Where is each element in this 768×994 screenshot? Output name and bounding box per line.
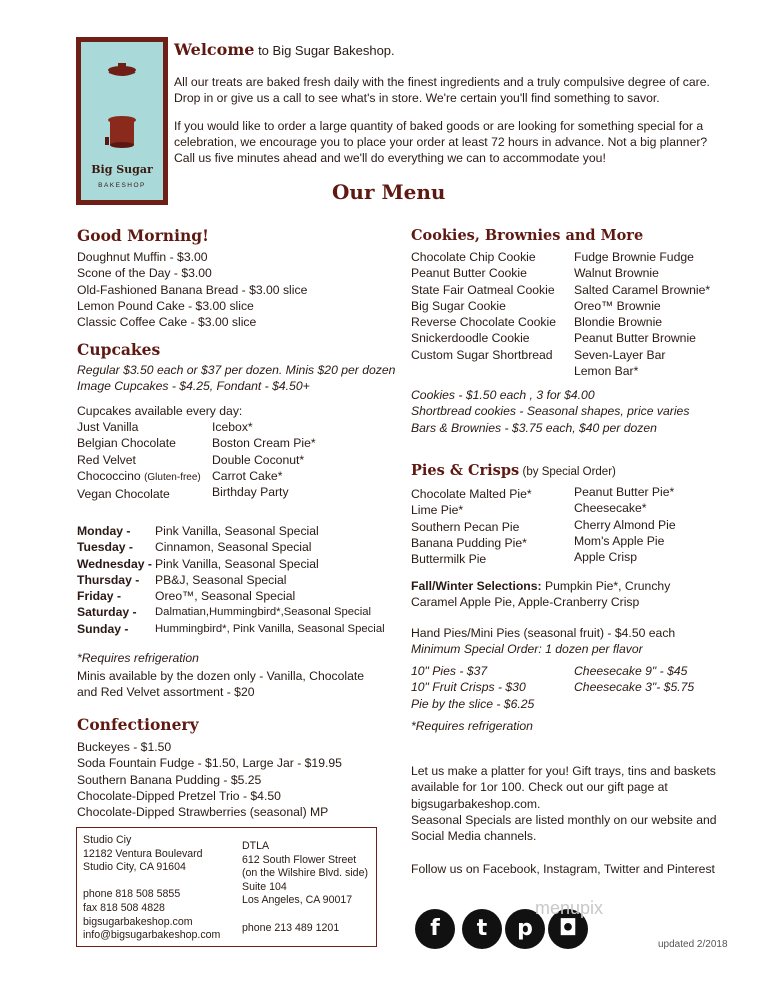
address-line xyxy=(242,908,368,922)
price-line: Cookies - $1.50 each , 3 for $4.00 xyxy=(411,388,595,402)
facebook-icon[interactable]: f xyxy=(415,909,455,949)
list-item: Soda Fountain Fudge - $1.50, Large Jar - $19.95 xyxy=(77,756,342,771)
fall-rest: Pumpkin Pie*, Crunchy xyxy=(541,579,671,593)
list-item: Southern Banana Pudding - $5.25 xyxy=(77,772,262,787)
list-item: Just Vanilla xyxy=(77,420,139,434)
list-item: Doughnut Muffin - $3.00 xyxy=(77,250,208,264)
day-flavor: Hummingbird*, Pink Vanilla, Seasonal Special xyxy=(155,622,385,635)
day-label: Saturday - xyxy=(77,605,137,620)
fax: fax 818 508 4828 xyxy=(83,901,165,914)
day-label: Thursday - xyxy=(77,572,140,587)
list-item-text: Chococcino xyxy=(77,468,141,483)
fall-label: Fall/Winter Selections: xyxy=(411,579,542,593)
instagram-icon[interactable]: ◘ xyxy=(548,909,588,949)
cookies-col-1 xyxy=(411,249,556,363)
pies-refrigeration-note: *Requires refrigeration xyxy=(411,719,533,733)
address-line: Los Angeles, CA 90017 xyxy=(242,894,353,907)
text-line: Let us make a platter for you! Gift trays, tins and baskets xyxy=(411,764,716,778)
list-item: Double Coconut* xyxy=(212,452,305,467)
list-item: Cheesecake 3"- $5.75 xyxy=(574,680,695,695)
day-flavor: PB&J, Seasonal Special xyxy=(155,572,287,587)
text-line: Seasonal Specials are listed monthly on our website and xyxy=(411,812,717,827)
list-item: Birthday Party xyxy=(212,485,289,500)
text-line: All our treats are baked fresh daily with the finest ingredients and a truly compulsive degree of care. xyxy=(174,75,710,89)
pie-sizes-col-2 xyxy=(574,663,694,696)
minis-note xyxy=(77,668,364,701)
day-label: Friday - xyxy=(77,589,122,604)
list-item: Walnut Brownie xyxy=(574,266,659,281)
good-morning-title: Good Morning! xyxy=(77,226,209,245)
day-flavors xyxy=(155,523,385,637)
list-item: Chocolate Malted Pie* xyxy=(411,487,532,501)
day-flavor: Oreo™, Seasonal Special xyxy=(155,589,296,604)
good-morning-list xyxy=(77,249,307,330)
address-line xyxy=(83,875,220,889)
list-item: Cherry Almond Pie xyxy=(574,517,676,532)
list-item: Banana Pudding Pie* xyxy=(411,535,527,550)
email-link[interactable]: info@bigsugarbakeshop.com xyxy=(83,929,221,942)
address-line: Studio City, CA 91604 xyxy=(83,861,186,874)
list-item: Lemon Pound Cake - $3.00 slice xyxy=(77,298,254,313)
text-line: Minis available by the dozen only - Vanilla, Chocolate xyxy=(77,669,365,683)
list-item: Red Velvet xyxy=(77,452,136,467)
list-item: Vegan Chocolate xyxy=(77,487,170,502)
studio-city-address xyxy=(83,834,220,943)
confectionery-title: Confectionery xyxy=(77,715,199,734)
text-line xyxy=(411,578,670,594)
text-line: If you would like to order a large quantity of baked goods or are looking for something special for a xyxy=(174,119,704,133)
cupcakes-refrigeration-note: *Requires refrigeration xyxy=(77,651,199,665)
confectionery-list xyxy=(77,739,342,820)
day-label: Monday - xyxy=(77,524,131,538)
welcome-paragraph-2 xyxy=(174,118,707,167)
cupcakes-col-2 xyxy=(212,419,316,500)
list-item: Peanut Butter Brownie xyxy=(574,331,696,346)
list-item: Chocolate-Dipped Strawberries (seasonal) MP xyxy=(77,805,329,820)
list-item: Old-Fashioned Banana Bread - $3.00 slice xyxy=(77,282,308,297)
website-link[interactable]: bigsugarbakeshop.com xyxy=(83,915,193,928)
day-flavor: Cinnamon, Seasonal Special xyxy=(155,540,312,555)
text-line: Drop in or give us a call to see what's in store. We're certain you'll find something to savor. xyxy=(174,91,660,106)
list-item: Belgian Chocolate xyxy=(77,436,176,451)
address-line: (on the Wilshire Blvd. side) xyxy=(242,867,368,880)
list-item: Lemon Bar* xyxy=(574,364,639,379)
cake-stand-logo-graphic xyxy=(81,42,163,162)
list-item: Cheesecake 9" - $45 xyxy=(574,664,688,678)
list-item: State Fair Oatmeal Cookie xyxy=(411,282,555,297)
list-item: Scone of the Day - $3.00 xyxy=(77,266,212,281)
pinterest-icon[interactable]: p xyxy=(505,909,545,949)
pies-title: Pies & Crisps xyxy=(411,462,520,479)
menu-title: Our Menu xyxy=(332,180,446,204)
welcome-title: Welcome xyxy=(174,40,255,59)
welcome-title-rest: to Big Sugar Bakeshop. xyxy=(254,43,395,58)
cupcake-price-line: Image Cupcakes - $4.25, Fondant - $4.50+ xyxy=(77,379,310,394)
list-item: Blondie Brownie xyxy=(574,315,663,330)
pies-heading xyxy=(411,463,616,480)
follow-us: Follow us on Facebook, Instagram, Twitter and Pinterest xyxy=(411,862,715,876)
hand-pies-info xyxy=(411,625,675,658)
cookies-prices xyxy=(411,387,689,436)
fall-winter-selections xyxy=(411,578,670,611)
minimum-order: Minimum Special Order: 1 dozen per flavor xyxy=(411,642,643,657)
cupcakes-title: Cupcakes xyxy=(77,340,161,359)
list-item: Fudge Brownie Fudge xyxy=(574,250,694,264)
hand-pies-price: Hand Pies/Mini Pies (seasonal fruit) - $4.50 each xyxy=(411,626,676,640)
cupcakes-prices xyxy=(77,362,395,395)
list-item: Classic Coffee Cake - $3.00 slice xyxy=(77,315,257,330)
list-item: Apple Crisp xyxy=(574,550,637,565)
day-flavor: Pink Vanilla, Seasonal Special xyxy=(155,524,319,538)
list-item: Southern Pecan Pie xyxy=(411,519,520,534)
list-item: Buttermilk Pie xyxy=(411,552,487,567)
list-item: Peanut Butter Pie* xyxy=(574,485,675,499)
cookies-title: Cookies, Brownies and More xyxy=(411,227,644,244)
dtla-address xyxy=(242,840,368,935)
updated-date: updated 2/2018 xyxy=(658,939,728,950)
address-line: 12182 Ventura Boulevard xyxy=(83,847,203,860)
list-item: Lime Pie* xyxy=(411,503,464,518)
list-item: Chocolate Chip Cookie xyxy=(411,250,536,264)
welcome-heading xyxy=(174,42,395,59)
pies-title-note: (by Special Order) xyxy=(522,466,616,478)
list-item: Reverse Chocolate Cookie xyxy=(411,315,556,330)
list-item: Peanut Butter Cookie xyxy=(411,266,527,281)
list-item: Oreo™ Brownie xyxy=(574,298,661,313)
text-line: Social Media channels. xyxy=(411,829,537,844)
address-line: Suite 104 xyxy=(242,880,287,893)
list-item: 10" Fruit Crisps - $30 xyxy=(411,680,526,695)
cupcakes-every-day-label: Cupcakes available every day: xyxy=(77,404,243,418)
text-line: Caramel Apple Pie, Apple-Cranberry Crisp xyxy=(411,595,640,610)
twitter-icon[interactable]: t xyxy=(462,909,502,949)
day-labels xyxy=(77,523,152,637)
logo-brand: Big Sugar xyxy=(91,163,153,176)
list-item: Seven-Layer Bar xyxy=(574,347,666,362)
day-flavor: Dalmatian,Hummingbird*,Seasonal Special xyxy=(155,606,372,619)
address-box xyxy=(76,827,377,947)
address-line: DTLA xyxy=(242,840,270,852)
list-item: Mom's Apple Pie xyxy=(574,533,665,548)
day-flavor: Pink Vanilla, Seasonal Special xyxy=(155,556,319,571)
logo-subtitle: BAKESHOP xyxy=(98,182,146,189)
list-item: Boston Cream Pie* xyxy=(212,436,316,451)
list-item: 10" Pies - $37 xyxy=(411,664,488,678)
text-line: and Red Velvet assortment - $20 xyxy=(77,685,255,700)
price-line: Shortbread cookies - Seasonal shapes, price varies xyxy=(411,404,690,419)
cupcake-price-line: Regular $3.50 each or $37 per dozen. Minis $20 per dozen xyxy=(77,363,396,377)
day-label: Sunday - xyxy=(77,621,129,636)
pie-sizes-col-1 xyxy=(411,663,534,712)
day-label: Wednesday - xyxy=(77,556,152,571)
gluten-free-note: (Gluten-free) xyxy=(144,471,201,483)
list-item: Carrot Cake* xyxy=(212,468,283,483)
pies-col-2 xyxy=(574,484,676,565)
logo xyxy=(76,37,168,205)
list-item xyxy=(77,468,201,486)
list-item: Chocolate-Dipped Pretzel Trio - $4.50 xyxy=(77,788,281,803)
text-line: Call us five minutes ahead and we'll do everything we can to accommodate you! xyxy=(174,151,606,166)
list-item: Cheesecake* xyxy=(574,501,647,516)
price-line: Bars & Brownies - $3.75 each, $40 per dozen xyxy=(411,420,657,435)
list-item: Custom Sugar Shortbread xyxy=(411,347,553,362)
phone[interactable]: phone 213 489 1201 xyxy=(242,921,340,934)
text-line: available for 1or 100. Check out our gift page at xyxy=(411,780,668,795)
watermark: menupix xyxy=(535,898,604,918)
list-item: Icebox* xyxy=(212,420,253,434)
text-line: celebration, we encourage you to place your order at least 72 hours in advance. Not a big planner? xyxy=(174,135,708,150)
welcome-paragraph-1 xyxy=(174,74,710,106)
phone[interactable]: phone 818 508 5855 xyxy=(83,888,181,901)
address-line: Studio Ciy xyxy=(83,834,132,846)
pies-col-1 xyxy=(411,486,532,567)
list-item: Pie by the slice - $6.25 xyxy=(411,696,535,711)
cookies-col-2 xyxy=(574,249,710,379)
cupcakes-col-1 xyxy=(77,419,201,502)
platter-info xyxy=(411,763,717,844)
list-item: Big Sugar Cookie xyxy=(411,298,506,313)
day-label: Tuesday - xyxy=(77,540,133,555)
address-line: 612 South Flower Street xyxy=(242,853,357,866)
website-link[interactable]: bigsugarbakeshop.com. xyxy=(411,796,541,811)
list-item: Buckeyes - $1.50 xyxy=(77,740,172,754)
list-item: Salted Caramel Brownie* xyxy=(574,282,711,297)
list-item: Snickerdoodle Cookie xyxy=(411,331,530,346)
